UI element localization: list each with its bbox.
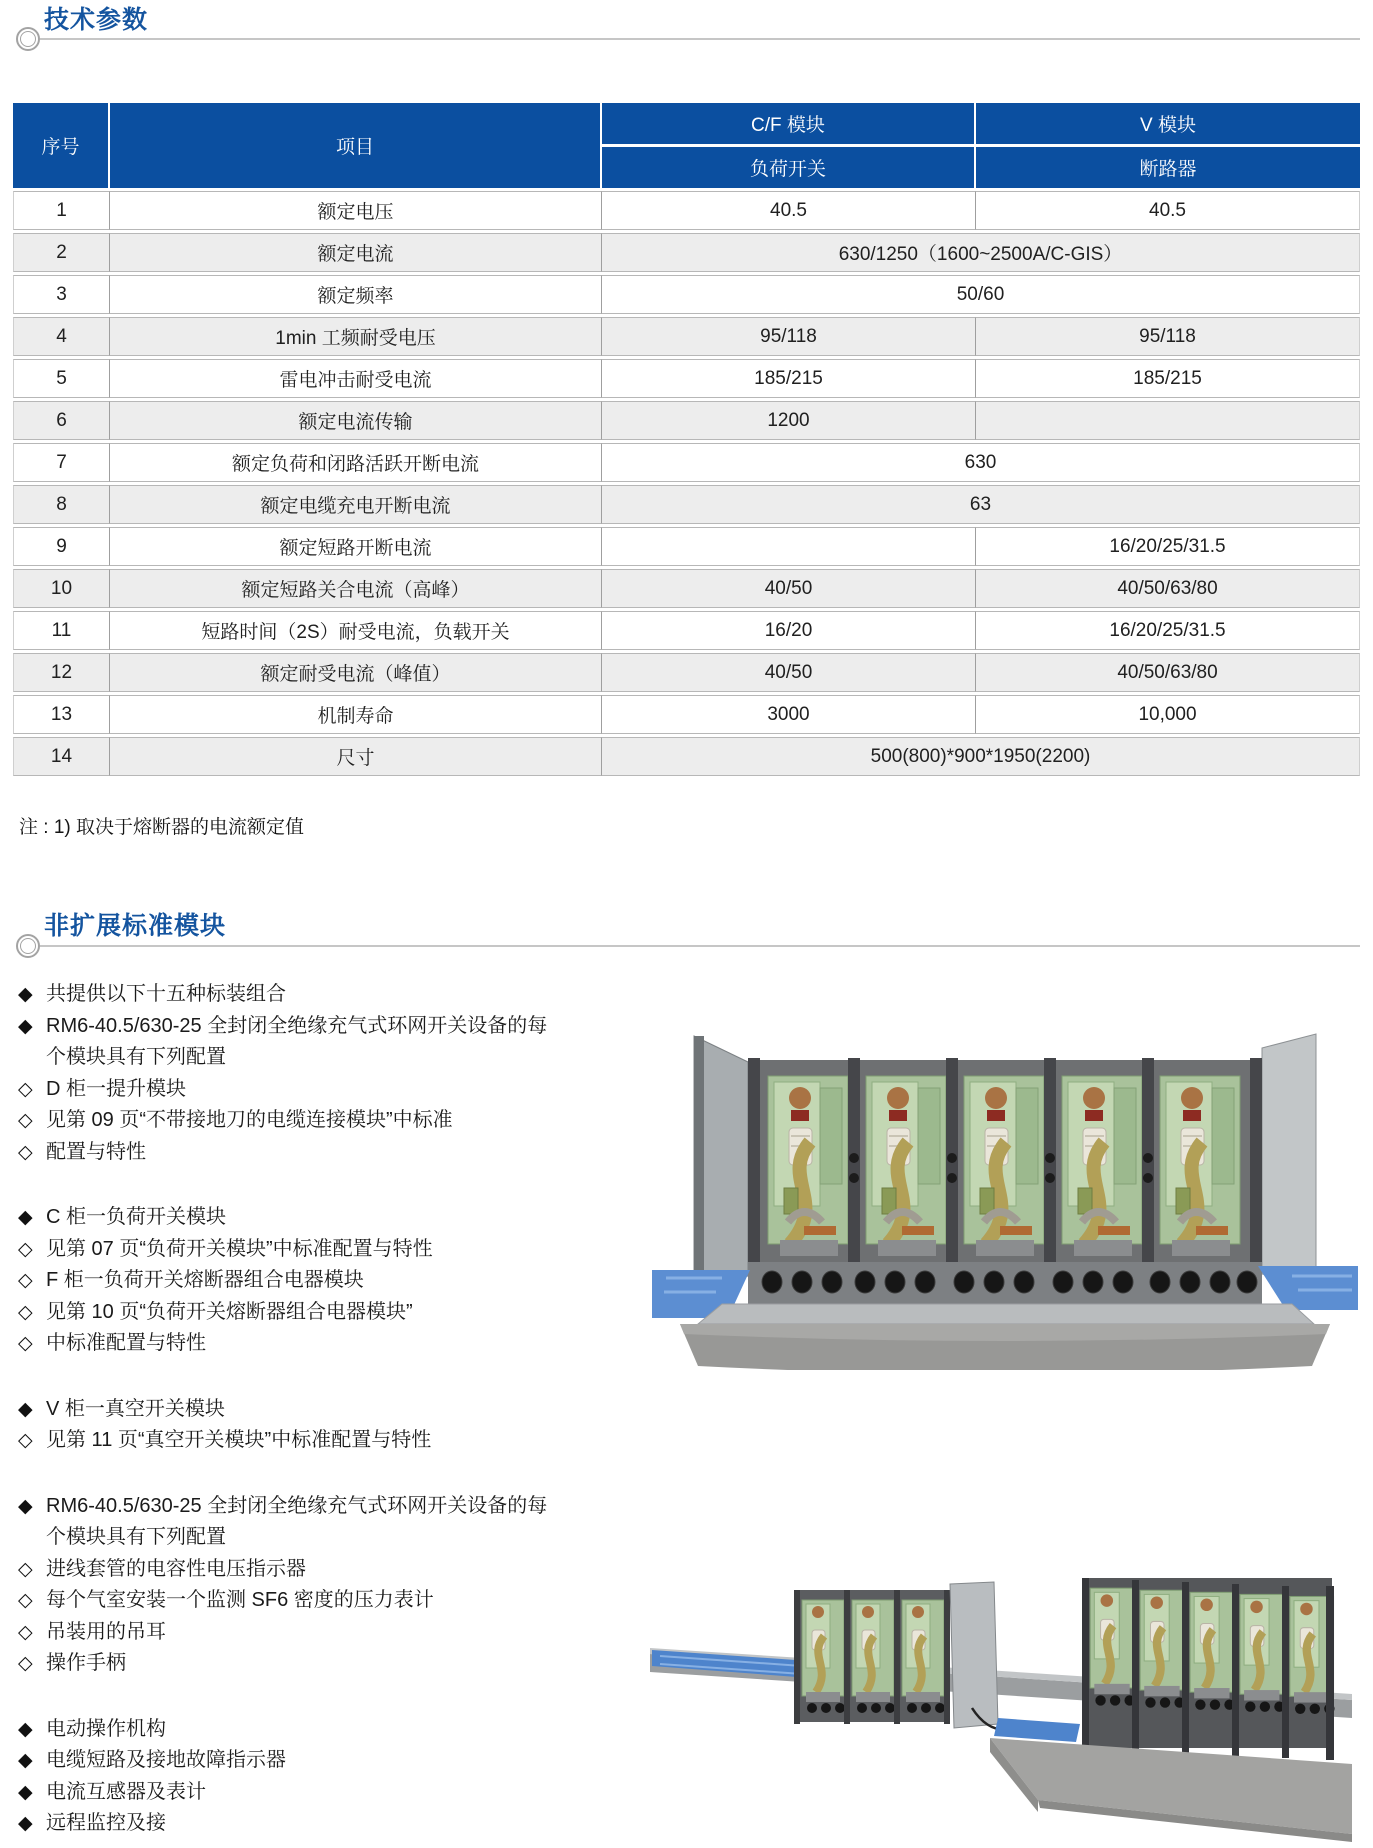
section-header-technical-parameters bbox=[0, 0, 1373, 60]
bullet-item bbox=[18, 1585, 593, 1617]
bullet-text: 操作手柄 bbox=[46, 1652, 126, 1674]
bullet-list bbox=[18, 979, 593, 1840]
table-row bbox=[13, 401, 1360, 440]
section2-title: 非扩展标准模块 bbox=[44, 912, 227, 940]
table-row bbox=[13, 611, 1360, 650]
bullet-text: RM6-40.5/630-25 全封闭全绝缘充气式环网开关设备的每 bbox=[46, 1014, 548, 1037]
section-rule bbox=[40, 945, 1360, 947]
cell-seq: 1 bbox=[13, 191, 110, 230]
equipment-photo-1 bbox=[652, 1018, 1358, 1370]
filled-diamond-bullet-icon: ◆ bbox=[18, 1398, 33, 1420]
spec-table bbox=[13, 100, 1360, 779]
filled-diamond-bullet-icon: ◆ bbox=[18, 1207, 33, 1228]
cell-merged-value: 63 bbox=[602, 485, 1360, 524]
bullet-text: 共提供以下十五种标装组合 bbox=[46, 983, 286, 1005]
bullet-item bbox=[18, 1394, 593, 1426]
cell-item: 额定短路关合电流（高峰） bbox=[110, 569, 602, 608]
cell-item: 额定短路开断电流 bbox=[110, 527, 602, 566]
cell-v-value bbox=[976, 401, 1360, 440]
hollow-diamond-bullet-icon: ◇ bbox=[18, 1653, 33, 1674]
cell-item: 1min 工频耐受电压 bbox=[110, 317, 602, 356]
cell-item: 额定耐受电流（峰值） bbox=[110, 653, 602, 692]
hollow-diamond-bullet-icon: ◇ bbox=[18, 1270, 33, 1291]
col-header-item: 项目 bbox=[110, 103, 602, 188]
section-header-standard-modules bbox=[0, 906, 1373, 966]
cell-seq: 6 bbox=[13, 401, 110, 440]
bullet-continuation-line bbox=[18, 1522, 593, 1554]
cell-merged-value: 500(800)*900*1950(2200) bbox=[602, 737, 1360, 776]
cell-seq: 3 bbox=[13, 275, 110, 314]
bullet-item bbox=[18, 1745, 593, 1777]
cell-cf-value bbox=[602, 527, 976, 566]
bullet-text: 中标准配置与特性 bbox=[46, 1332, 206, 1354]
bullet-item bbox=[18, 1648, 593, 1680]
bullet-text: 每个气室安装一个监测 SF6 密度的压力表计 bbox=[46, 1589, 434, 1611]
col-header-load-switch: 负荷开关 bbox=[602, 147, 976, 188]
bullet-text: 见第 07 页“负荷开关模块”中标准配置与特性 bbox=[46, 1237, 433, 1260]
cell-cf-value: 40.5 bbox=[602, 191, 976, 230]
cell-cf-value: 3000 bbox=[602, 695, 976, 734]
cell-item: 短路时间（2S）耐受电流，负载开关 bbox=[110, 611, 602, 650]
cell-cf-value: 1200 bbox=[602, 401, 976, 440]
bullet-text: 吊装用的吊耳 bbox=[46, 1620, 166, 1643]
cell-seq: 10 bbox=[13, 569, 110, 608]
cell-cf-value: 95/118 bbox=[602, 317, 976, 356]
bullet-item bbox=[18, 1137, 593, 1169]
bullet-text: 电动操作机构 bbox=[46, 1717, 166, 1740]
spec-table-container bbox=[13, 100, 1360, 779]
table-row bbox=[13, 317, 1360, 356]
bullet-text: RM6-40.5/630-25 全封闭全绝缘充气式环网开关设备的每 bbox=[46, 1494, 548, 1517]
cell-item: 额定电流 bbox=[110, 233, 602, 272]
bullet-continuation-line bbox=[18, 1042, 593, 1074]
bullet-item bbox=[18, 1808, 593, 1840]
section-marker-icon bbox=[16, 934, 40, 958]
bullet-item bbox=[18, 1074, 593, 1106]
hollow-diamond-bullet-icon: ◇ bbox=[18, 1238, 33, 1260]
col-header-cf-module: C/F 模块 bbox=[602, 103, 976, 144]
cell-merged-value: 630 bbox=[602, 443, 1360, 482]
bullet-item bbox=[18, 1425, 593, 1457]
cell-cf-value: 185/215 bbox=[602, 359, 976, 398]
filled-diamond-bullet-icon: ◆ bbox=[18, 1813, 33, 1834]
cell-seq: 11 bbox=[13, 611, 110, 650]
table-row bbox=[13, 485, 1360, 524]
cell-seq: 14 bbox=[13, 737, 110, 776]
cell-v-value: 40/50/63/80 bbox=[976, 653, 1360, 692]
hollow-diamond-bullet-icon: ◇ bbox=[18, 1110, 33, 1131]
cell-item: 额定负荷和闭路活跃开断电流 bbox=[110, 443, 602, 482]
cell-v-value: 185/215 bbox=[976, 359, 1360, 398]
filled-diamond-bullet-icon: ◆ bbox=[18, 1015, 33, 1037]
spec-table-body bbox=[13, 191, 1360, 776]
bullet-text: 配置与特性 bbox=[46, 1140, 146, 1163]
bullet-text: D 柜一提升模块 bbox=[46, 1077, 186, 1100]
filled-diamond-bullet-icon: ◆ bbox=[18, 1750, 33, 1771]
bullet-text: 见第 10 页“负荷开关熔断器组合电器模块” bbox=[46, 1300, 413, 1323]
table-row bbox=[13, 359, 1360, 398]
hollow-diamond-bullet-icon: ◇ bbox=[18, 1141, 33, 1163]
cell-item: 额定电压 bbox=[110, 191, 602, 230]
bullet-item bbox=[18, 1234, 593, 1266]
cell-seq: 9 bbox=[13, 527, 110, 566]
bullet-text: F 柜一负荷开关熔断器组合电器模块 bbox=[46, 1269, 364, 1291]
cell-v-value: 10,000 bbox=[976, 695, 1360, 734]
cell-cf-value: 16/20 bbox=[602, 611, 976, 650]
cell-item: 尺寸 bbox=[110, 737, 602, 776]
cell-seq: 12 bbox=[13, 653, 110, 692]
filled-diamond-bullet-icon: ◆ bbox=[18, 1495, 33, 1517]
cell-v-value: 16/20/25/31.5 bbox=[976, 611, 1360, 650]
cell-seq: 2 bbox=[13, 233, 110, 272]
table-row bbox=[13, 191, 1360, 230]
hollow-diamond-bullet-icon: ◇ bbox=[18, 1333, 33, 1354]
bullet-text: 进线套管的电容性电压指示器 bbox=[46, 1557, 306, 1580]
bullet-text: C 柜一负荷开关模块 bbox=[46, 1206, 226, 1228]
hollow-diamond-bullet-icon: ◇ bbox=[18, 1078, 33, 1100]
cell-item: 机制寿命 bbox=[110, 695, 602, 734]
bullet-text: 远程监控及接 bbox=[46, 1812, 166, 1834]
bullet-text: 电缆短路及接地故障指示器 bbox=[46, 1749, 286, 1771]
bullet-item bbox=[18, 1265, 593, 1297]
filled-diamond-bullet-icon: ◆ bbox=[18, 984, 33, 1005]
cell-seq: 4 bbox=[13, 317, 110, 356]
bullet-item bbox=[18, 1491, 593, 1523]
bullet-item bbox=[18, 1202, 593, 1234]
bullet-item bbox=[18, 1777, 593, 1809]
bullet-item bbox=[18, 1554, 593, 1586]
cell-item: 雷电冲击耐受电流 bbox=[110, 359, 602, 398]
table-row bbox=[13, 443, 1360, 482]
cell-v-value: 40/50/63/80 bbox=[976, 569, 1360, 608]
cell-item: 额定频率 bbox=[110, 275, 602, 314]
cell-item: 额定电缆充电开断电流 bbox=[110, 485, 602, 524]
cell-v-value: 16/20/25/31.5 bbox=[976, 527, 1360, 566]
cell-merged-value: 50/60 bbox=[602, 275, 1360, 314]
table-row bbox=[13, 737, 1360, 776]
table-note: 注 : 1) 取决于熔断器的电流额定值 bbox=[19, 817, 305, 838]
cell-cf-value: 40/50 bbox=[602, 653, 976, 692]
hollow-diamond-bullet-icon: ◇ bbox=[18, 1301, 33, 1323]
filled-diamond-bullet-icon: ◆ bbox=[18, 1781, 33, 1803]
hollow-diamond-bullet-icon: ◇ bbox=[18, 1558, 33, 1580]
cell-seq: 7 bbox=[13, 443, 110, 482]
cell-seq: 8 bbox=[13, 485, 110, 524]
bullet-item bbox=[18, 1011, 593, 1043]
col-header-seq: 序号 bbox=[13, 103, 110, 188]
table-row bbox=[13, 527, 1360, 566]
cell-cf-value: 40/50 bbox=[602, 569, 976, 608]
page-title: 技术参数 bbox=[44, 6, 149, 34]
cell-seq: 13 bbox=[13, 695, 110, 734]
section-rule bbox=[40, 38, 1360, 40]
bullet-item bbox=[18, 1328, 593, 1360]
table-row bbox=[13, 275, 1360, 314]
hollow-diamond-bullet-icon: ◇ bbox=[18, 1430, 33, 1451]
bullet-item bbox=[18, 1617, 593, 1649]
table-row bbox=[13, 569, 1360, 608]
filled-diamond-bullet-icon: ◆ bbox=[18, 1718, 33, 1740]
hollow-diamond-bullet-icon: ◇ bbox=[18, 1621, 33, 1643]
bullet-text: 电流互感器及表计 bbox=[46, 1780, 206, 1803]
hollow-diamond-bullet-icon: ◇ bbox=[18, 1590, 33, 1611]
bullet-item bbox=[18, 1105, 593, 1137]
col-header-v-module: V 模块 bbox=[976, 103, 1360, 144]
section-marker-icon bbox=[16, 27, 40, 51]
bullet-text: 见第 09 页“不带接地刀的电缆连接模块”中标准 bbox=[46, 1109, 453, 1131]
spec-table-head bbox=[13, 103, 1360, 188]
cell-item: 额定电流传输 bbox=[110, 401, 602, 440]
table-row bbox=[13, 695, 1360, 734]
cell-merged-value: 630/1250（1600~2500A/C-GIS） bbox=[602, 233, 1360, 272]
equipment-photo-2 bbox=[642, 1512, 1360, 1846]
bullet-text: V 柜一真空开关模块 bbox=[46, 1397, 225, 1420]
bullet-item bbox=[18, 1714, 593, 1746]
cell-v-value: 95/118 bbox=[976, 317, 1360, 356]
cell-seq: 5 bbox=[13, 359, 110, 398]
bullet-text: 个模块具有下列配置 bbox=[46, 1526, 226, 1548]
col-header-circuit-breaker: 断路器 bbox=[976, 147, 1360, 188]
cell-v-value: 40.5 bbox=[976, 191, 1360, 230]
table-row bbox=[13, 653, 1360, 692]
bullet-item bbox=[18, 979, 593, 1011]
bullet-text: 见第 11 页“真空开关模块”中标准配置与特性 bbox=[46, 1429, 432, 1451]
bullet-text: 个模块具有下列配置 bbox=[46, 1046, 226, 1068]
bullet-item bbox=[18, 1297, 593, 1329]
table-row bbox=[13, 233, 1360, 272]
